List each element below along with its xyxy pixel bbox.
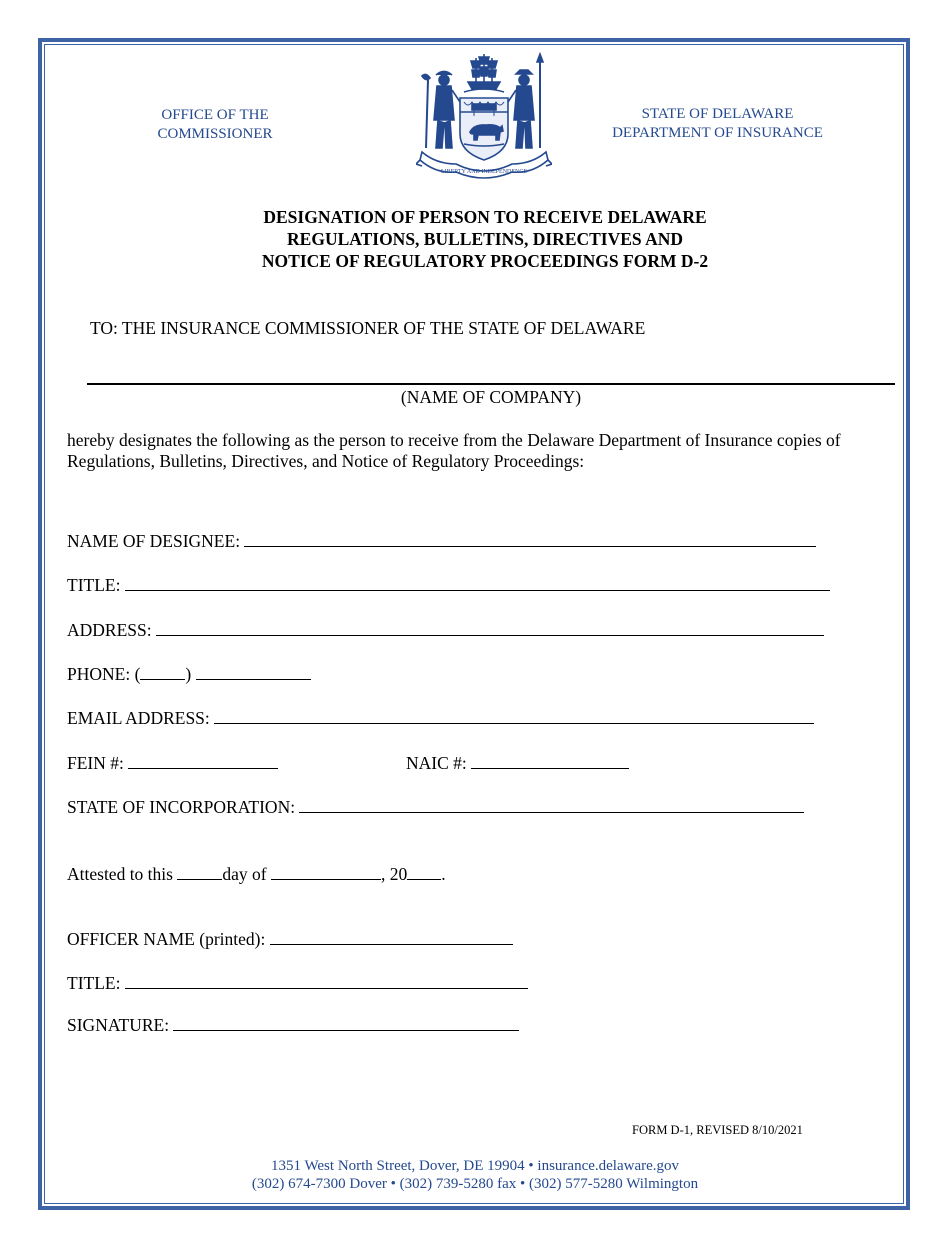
header-right-line2: DEPARTMENT OF INSURANCE <box>612 125 823 141</box>
designation-statement: hereby designates the following as the person to receive from the Delaware Department of Insurance copies of Regulations, Bulletins, Directives, and Notice of Regulatory Proceedings: <box>67 430 841 471</box>
header-right-line1: STATE OF DELAWARE <box>641 106 794 122</box>
address-row <box>67 620 824 641</box>
officer-title-blank[interactable] <box>125 974 528 989</box>
designee-blank[interactable] <box>244 532 816 547</box>
email-label: EMAIL ADDRESS: <box>67 708 210 728</box>
officer-title-label: TITLE: <box>67 973 121 993</box>
state-incorporation-label: STATE OF INCORPORATION: <box>67 797 296 817</box>
signature-blank[interactable] <box>173 1016 519 1031</box>
phone-label: PHONE: ( <box>67 664 141 684</box>
title-blank[interactable] <box>125 576 830 591</box>
state-department-heading <box>600 105 835 143</box>
email-row <box>67 708 814 729</box>
form-revision: FORM D-1, REVISED 8/10/2021 <box>632 1123 803 1137</box>
attest-prefix: Attested to this <box>67 864 173 884</box>
naic-label: NAIC #: <box>406 753 467 773</box>
officer-name-label: OFFICER NAME (printed): <box>67 929 266 949</box>
address-label: ADDRESS: <box>67 620 152 640</box>
form-title-line1: DESIGNATION OF PERSON TO RECEIVE DELAWARE <box>263 207 707 227</box>
phone-row <box>67 664 311 685</box>
state-incorporation-row <box>67 797 804 818</box>
phone-paren-close: ) <box>185 664 192 684</box>
title-label: TITLE: <box>67 575 121 595</box>
phone-area-code-blank[interactable] <box>140 665 185 680</box>
address-blank[interactable] <box>156 621 824 636</box>
naic-row <box>406 753 629 774</box>
fein-blank[interactable] <box>128 754 278 769</box>
delaware-state-seal-icon <box>416 52 552 180</box>
signature-label: SIGNATURE: <box>67 1015 170 1035</box>
footer-phones: (302) 674-7300 Dover • (302) 739-5280 fax • (302) 577-5280 Wilmington <box>251 1176 699 1192</box>
fein-row <box>67 753 278 774</box>
officer-title-row <box>67 973 528 994</box>
attest-year-prefix: , 20 <box>380 864 408 884</box>
title-row <box>67 575 830 596</box>
seal-motto: LIBERTY AND INDEPENDENCE <box>440 169 528 175</box>
header-left-line2: COMMISSIONER <box>157 126 273 142</box>
email-blank[interactable] <box>214 709 814 724</box>
footer-address: 1351 West North Street, Dover, DE 19904 • insurance.delaware.gov <box>270 1158 680 1174</box>
company-name-field[interactable] <box>87 383 895 385</box>
attest-day-of: day of <box>222 864 267 884</box>
attest-day-blank[interactable] <box>177 865 222 880</box>
phone-number-blank[interactable] <box>196 665 311 680</box>
addressee-line: TO: THE INSURANCE COMMISSIONER OF THE STATE OF DELAWARE <box>90 318 646 338</box>
designee-label: NAME OF DESIGNEE: <box>67 531 241 551</box>
header-left-line1: OFFICE OF THE <box>161 107 269 123</box>
form-title-line2: REGULATIONS, BULLETINS, DIRECTIVES AND <box>287 229 683 249</box>
company-name-caption: (NAME OF COMPANY) <box>400 387 582 407</box>
officer-name-row <box>67 929 513 950</box>
fein-label: FEIN #: <box>67 753 124 773</box>
attest-year-blank[interactable] <box>407 865 441 880</box>
footer-contact <box>90 1157 860 1193</box>
designee-row <box>67 531 816 552</box>
form-title <box>170 206 800 272</box>
signature-row <box>67 1015 519 1036</box>
office-of-commissioner-heading <box>140 106 290 144</box>
state-incorporation-blank[interactable] <box>299 798 804 813</box>
attest-period: . <box>441 864 446 884</box>
officer-name-blank[interactable] <box>270 930 513 945</box>
naic-blank[interactable] <box>471 754 629 769</box>
form-title-line3: NOTICE OF REGULATORY PROCEEDINGS FORM D-2 <box>261 251 709 271</box>
attestation-row <box>67 864 446 885</box>
attest-month-blank[interactable] <box>271 865 381 880</box>
